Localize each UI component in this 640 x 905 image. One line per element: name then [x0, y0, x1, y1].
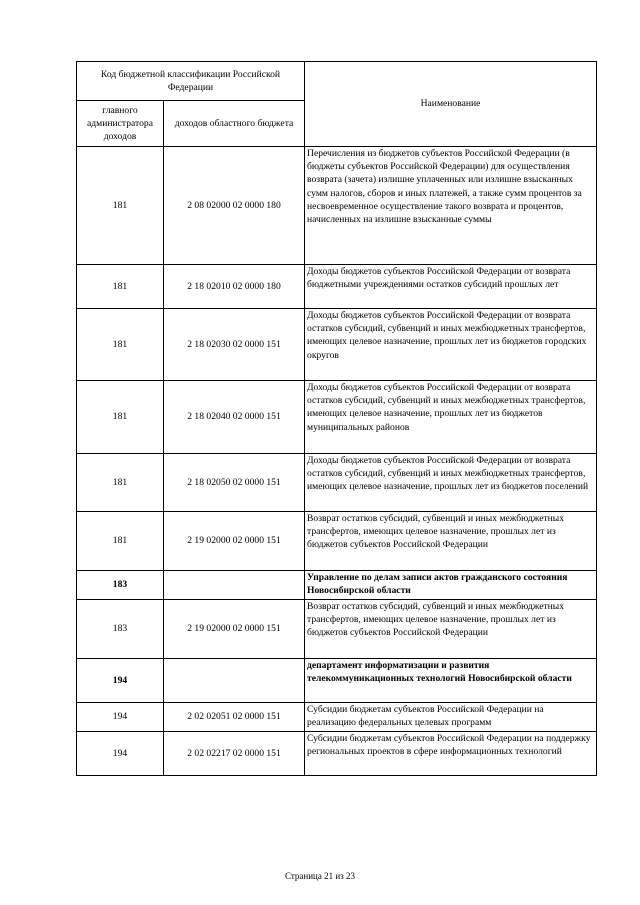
- admin-code-cell: 183: [77, 571, 164, 600]
- name-cell: Доходы бюджетов субъектов Российской Федерации от возврата бюджетными учреждениями остатков субсидий прошлых лет: [305, 265, 597, 309]
- name-cell: Субсидии бюджетам субъектов Российской Федерации на поддержку региональных проектов в сфере информационных технологий: [305, 732, 597, 776]
- admin-code-cell: 183: [77, 600, 164, 659]
- budget-classification-table: [76, 61, 597, 776]
- table-row: [77, 703, 597, 732]
- name-cell: Доходы бюджетов субъектов Российской Федерации от возврата остатков субсидий, субвенций и иных межбюджетных трансфертов, имеющих целевое назначение, прошлых лет из бюджетов городских округов: [305, 309, 597, 381]
- name-cell: Возврат остатков субсидий, субвенций и иных межбюджетных трансфертов, имеющих целевое назначение, прошлых лет из бюджетов субъектов Российской Федерации: [305, 512, 597, 571]
- admin-code-cell: 181: [77, 309, 164, 381]
- budget-code-cell: 2 02 02051 02 0000 151: [164, 703, 305, 732]
- admin-code-cell: 181: [77, 147, 164, 265]
- header-name: Наименование: [305, 62, 597, 147]
- table-row: [77, 147, 597, 265]
- name-cell: Перечисления из бюджетов субъектов Российской Федерации (в бюджеты субъектов Российской Федерации) для осуществления возврата (зачета) излишне уплаченных или излишне взысканных сумм налогов, сборов и иных платежей, а также сумм процентов за несвоевременное осуществление такого возврата и процентов, начисленных на излишне взысканные суммы: [305, 147, 597, 265]
- admin-code-cell: 181: [77, 265, 164, 309]
- table-row: [77, 309, 597, 381]
- budget-code-cell: 2 18 02040 02 0000 151: [164, 381, 305, 454]
- table-row: [77, 571, 597, 600]
- header-row-top: [77, 62, 597, 101]
- header-budget-code: доходов областного бюджета: [164, 101, 305, 147]
- page-number: Страница 21 из 23: [285, 871, 355, 881]
- name-cell: Субсидии бюджетам субъектов Российской Федерации на реализацию федеральных целевых программ: [305, 703, 597, 732]
- admin-code-cell: 194: [77, 732, 164, 776]
- table-row: [77, 600, 597, 659]
- budget-code-cell: 2 19 02000 02 0000 151: [164, 600, 305, 659]
- admin-code-cell: 181: [77, 512, 164, 571]
- admin-code-cell: 194: [77, 659, 164, 703]
- table-row: [77, 732, 597, 776]
- table-row: [77, 381, 597, 454]
- budget-code-cell: [164, 659, 305, 703]
- table-row: [77, 454, 597, 512]
- admin-code-cell: 194: [77, 703, 164, 732]
- name-cell: департамент информатизации и развития телекоммуникационных технологий Новосибирской области: [305, 659, 597, 703]
- name-cell: Доходы бюджетов субъектов Российской Федерации от возврата остатков субсидий, субвенций и иных межбюджетных трансфертов, имеющих целевое назначение, прошлых лет из бюджетов поселений: [305, 454, 597, 512]
- budget-code-cell: 2 08 02000 02 0000 180: [164, 147, 305, 265]
- table-row: [77, 659, 597, 703]
- budget-code-cell: 2 18 02050 02 0000 151: [164, 454, 305, 512]
- name-cell: Возврат остатков субсидий, субвенций и иных межбюджетных трансфертов, имеющих целевое назначение, прошлых лет из бюджетов субъектов Российской Федерации: [305, 600, 597, 659]
- header-admin: главного администратора доходов: [77, 101, 164, 147]
- budget-code-cell: 2 18 02010 02 0000 180: [164, 265, 305, 309]
- budget-code-cell: 2 02 02217 02 0000 151: [164, 732, 305, 776]
- admin-code-cell: 181: [77, 381, 164, 454]
- admin-code-cell: 181: [77, 454, 164, 512]
- table-row: [77, 265, 597, 309]
- budget-code-cell: [164, 571, 305, 600]
- name-cell: Доходы бюджетов субъектов Российской Федерации от возврата остатков субсидий, субвенций и иных межбюджетных трансфертов, имеющих целевое назначение, прошлых лет из бюджетов муниципальных районов: [305, 381, 597, 454]
- table-row: [77, 512, 597, 571]
- header-group-code: Код бюджетной классификации Российской Федерации: [77, 62, 305, 101]
- budget-code-cell: 2 18 02030 02 0000 151: [164, 309, 305, 381]
- budget-code-cell: 2 19 02000 02 0000 151: [164, 512, 305, 571]
- name-cell: Управление по делам записи актов гражданского состояния Новосибирской области: [305, 571, 597, 600]
